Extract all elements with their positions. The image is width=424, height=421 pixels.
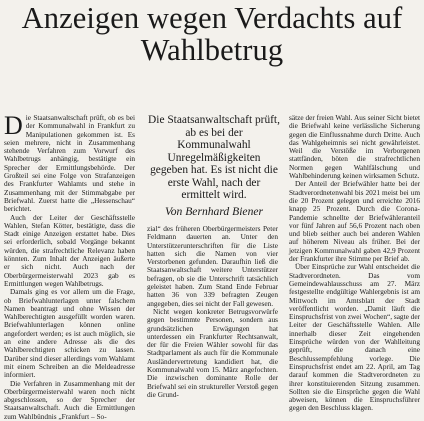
article-column-1 xyxy=(4,111,135,421)
paragraph-9: Über Einsprüche zur Wahl entscheidet die Stadtverordneten. Das vom Gemeindewahlausschuss am 27. März festgestellte endgültige Wahlergebnis ist am Mittwoch im Amtsblatt der Stadt veröffentlicht worden. „Damit läuft die Einspruchsfrist von zwei Wochen“, sagte der Leiter der Geschäftsstelle Wahlen. Alle innerhalb dieser Zeit eingehenden Einsprüche würden von der Wahlleitung geprüft, die danach eine Beschlussempfehlung vorlege. Die Einspruchsfrist endet am 22. April, am Tag darauf kommen die Stadtverordneten zu ihrer konstituierenden Sitzung zusammen. Sollten sie die Einsprüche gegen die Wahl abweisen, können die Einspruchsführer gegen den Beschluss klagen. xyxy=(289,262,420,413)
article-column-2 xyxy=(147,225,278,399)
paragraph-3: Damals ging es vor allem um die Frage, ob Briefwahlunterlagen unter falschem Namen beantragt und ohne Wissen der Wahlberechtigten ausgefüllt worden waren. Briefwahlunterlagen können online angefordert werden; es ist auch möglich, sie an eine andere Adresse als die des Wahlberechtigten schicken zu lassen. Darüber sind dieser allerdings vom Wahlamt mit einem Schreiben an die Meldeadresse informiert. xyxy=(4,287,135,380)
paragraph-4: Die Verfahren in Zusammenhang mit der Oberbürgermeisterwahl waren noch nicht abgeschlossen, so der Sprecher der Staatsanwaltschaft. Auch die Ermittlungen zum Wahlbündnis „Frankfurt – So- xyxy=(4,378,135,421)
paragraph-2: Auch der Leiter der Geschäftsstelle Wahlen, Stefan Kötter, bestätigte, dass die Stadt einige Anzeigen erstattet habe. Dies sei erforderlich, sobald Vorgänge bekannt würden, die strafrechtliche Relevanz haben könnten. Zum Inhalt der Anzeigen äußerte er sich nicht. Auch nach der Oberbürgermeisterwahl 2023 gab es Ermittlungen wegen Wahlbetrugs. xyxy=(4,212,135,288)
paragraph-1: Die Staatsanwaltschaft prüft, ob es bei der Kommunalwahl in Frankfurt zu Manipulationen gekommen ist. Es seien mehrere, nicht in Zusammenhang stehende Verfahren zum Vorwurf des Wahlbetrugs anhängig, bestätigte ein Sprecher der Ermittlungsbehörde. Der Großteil sei eine Folge von Strafanzeigen des Frankfurter Wahlamts und stehe in Zusammenhang mit der Stimmabgabe per Briefwahl. Zuerst hatte die „Hessenschau“ berichtet. xyxy=(4,111,135,214)
author-byline: Von Bernhard Biener xyxy=(164,204,264,218)
paragraph-8: Der Anteil der Briefwähler hatte bei der Stadtverordnetenwahl bis 2021 meist bei um die 20 Prozent gelegen und erreichte 2016 knapp 25 Prozent. Durch die Corona-Pandemie schnellte der Briefwähleranteil vor fünf Jahren auf 56,6 Prozent nach oben und blieb seither auch bei anderen Wahlen auf höherem Niveau als früher. Bei der jetzigen Kommunalwahl gaben 42,9 Prozent der Frankfurter ihre Stimme per Brief ab. xyxy=(289,179,420,264)
paragraph-7: sätze der freien Wahl. Aus seiner Sicht bietet die Briefwahl keine verlässliche Sicherung gegen die Einflussnahme durch Dritte. Auch das Wahlgeheimnis sei nicht gewährleistet. Weil die Verstöße im Verborgenen stattfänden, böten die strafrechtlichen Normen gegen Wahlfälschung und Wahlbehinderung keinen wirksamen Schutz. xyxy=(289,113,420,181)
paragraph-6: Nicht wegen konkreter Betrugsvorwürfe gegen bestimmte Personen, sondern aus grundsätzlichen Erwägungen hat unterdessen ein Frankfurter Rechtsanwalt, der für die Freien Wähler sowohl für das Stadtparlament als auch für die Kommunale Ausländervertretung kandidiert hat, die Kommunalwahl vom 15. März angefochten. Die inzwischen dominante Rolle der Briefwahl sei ein struktureller Verstoß gegen die Grund- xyxy=(147,306,278,399)
article-column-3 xyxy=(289,114,420,413)
teaser-text: Die Staatsanwaltschaft prüft, ab es bei der Kommunalwahl Unregelmäßigkeiten gegeben hat. Es ist nicht die erste Wahl, nach der ermittelt wird. xyxy=(148,114,280,201)
article-teaser xyxy=(148,114,280,218)
drop-cap: D xyxy=(4,111,23,140)
paragraph-5: zial“ des früheren Oberbürgermeisters Peter Feldmann dauerten an. Unter den Unterstützerunterschriften für die Liste hatten sich die Namen von vier Verstorbenen gefunden. Daraufhin ließ die Staatsanwaltschaft weitere Unterstützer befragen, ob sie die Unterschrift tatsächlich geleistet haben. Zum Stand Ende Februar hatten 36 von 339 befragten Zeugen angegeben, dies sei nicht der Fall gewesen. xyxy=(147,224,278,308)
article-headline: Anzeigen wegen Verdachts auf Wahlbetrug xyxy=(21,1,403,67)
